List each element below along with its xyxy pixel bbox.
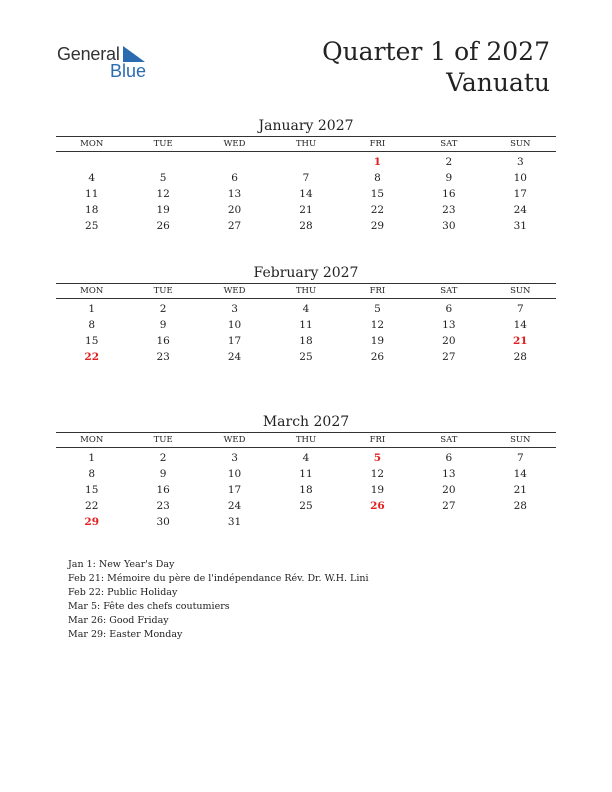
month-february — [56, 264, 556, 365]
day-cell: 24 — [227, 351, 242, 363]
weekday-label: TUE — [153, 139, 173, 149]
month-title: January 2027 — [258, 118, 354, 134]
day-cell: 16 — [156, 484, 170, 496]
day-cell: 1 — [88, 452, 96, 464]
weekday-label: MON — [80, 139, 104, 149]
weekday-label: TUE — [153, 286, 173, 296]
day-cell: 25 — [299, 500, 313, 512]
week-row — [56, 482, 556, 498]
day-cell: 2 — [159, 452, 167, 464]
day-cell: 1 — [88, 303, 96, 315]
weekday-label: WED — [223, 435, 246, 445]
empty-day-cell — [56, 154, 127, 170]
empty-day-cell — [270, 154, 341, 170]
week-row — [56, 218, 556, 234]
weekday-label: FRI — [369, 139, 386, 149]
day-cell: 20 — [442, 484, 456, 496]
empty-day-cell — [485, 514, 556, 530]
day-cell: 5 — [159, 172, 167, 184]
logo-text-general: General — [57, 44, 120, 64]
day-cell: 29 — [84, 516, 100, 528]
week-row — [56, 514, 556, 530]
empty-day-cell — [342, 514, 413, 530]
day-cell: 16 — [156, 335, 170, 347]
day-cell: 26 — [370, 351, 385, 363]
week-rows — [56, 299, 556, 365]
day-cell: 22 — [85, 500, 99, 512]
day-cell: 24 — [227, 500, 242, 512]
holiday-note: Feb 22: Public Holiday — [68, 587, 178, 598]
weekday-label: TUE — [153, 435, 173, 445]
weekday-label: FRI — [369, 435, 386, 445]
day-cell: 31 — [513, 220, 527, 232]
day-cell: 16 — [442, 188, 456, 200]
weekday-label: SAT — [440, 435, 458, 445]
day-cell: 19 — [370, 335, 385, 347]
day-cell: 17 — [227, 335, 242, 347]
day-cell: 22 — [84, 351, 100, 363]
day-cell: 2 — [159, 303, 167, 315]
day-cell: 21 — [513, 484, 527, 496]
day-cell: 24 — [513, 204, 527, 216]
day-cell: 11 — [85, 188, 99, 200]
weekday-label: WED — [223, 139, 246, 149]
empty-day-cell — [413, 514, 484, 530]
holiday-note: Mar 26: Good Friday — [68, 615, 169, 626]
day-cell: 28 — [513, 351, 527, 363]
week-rows — [56, 448, 556, 530]
weekday-label: SUN — [510, 286, 531, 296]
weekday-label: MON — [80, 286, 104, 296]
weekday-label: SUN — [510, 139, 531, 149]
weekday-header — [56, 283, 556, 299]
day-cell: 4 — [88, 172, 96, 184]
day-cell: 4 — [302, 303, 310, 315]
day-cell: 5 — [373, 452, 382, 464]
day-cell: 18 — [299, 484, 313, 496]
day-cell: 26 — [156, 220, 170, 232]
holiday-note: Jan 1: New Year's Day — [68, 559, 175, 570]
day-cell: 23 — [156, 500, 170, 512]
day-cell: 3 — [231, 452, 238, 464]
day-cell: 27 — [227, 220, 242, 232]
day-cell: 8 — [88, 319, 96, 331]
day-cell: 12 — [370, 319, 385, 331]
day-cell: 7 — [516, 452, 524, 464]
week-row — [56, 154, 556, 170]
day-cell: 27 — [442, 500, 456, 512]
day-cell: 25 — [299, 351, 313, 363]
day-cell: 21 — [299, 204, 313, 216]
day-cell: 4 — [302, 452, 310, 464]
week-row — [56, 170, 556, 186]
day-cell: 3 — [231, 303, 238, 315]
quarter-title: Quarter 1 of 2027 — [322, 37, 550, 66]
day-cell: 20 — [442, 335, 456, 347]
day-cell: 10 — [227, 468, 242, 480]
day-cell: 27 — [442, 351, 456, 363]
week-rows — [56, 152, 556, 234]
day-cell: 5 — [374, 303, 381, 315]
month-title: March 2027 — [262, 414, 350, 430]
empty-day-cell — [127, 154, 198, 170]
holiday-note: Feb 21: Mémoire du père de l'indépendance Rév. Dr. W.H. Lini — [68, 573, 369, 584]
day-cell: 9 — [159, 319, 167, 331]
day-cell: 18 — [299, 335, 313, 347]
day-cell: 30 — [442, 220, 456, 232]
week-row — [56, 202, 556, 218]
day-cell: 8 — [88, 468, 96, 480]
day-cell: 20 — [227, 204, 242, 216]
day-cell: 3 — [516, 156, 524, 168]
page-title — [322, 36, 550, 98]
day-cell: 15 — [85, 335, 99, 347]
day-cell: 23 — [156, 351, 170, 363]
month-title: February 2027 — [253, 265, 359, 281]
weekday-header — [56, 136, 556, 152]
day-cell: 12 — [156, 188, 170, 200]
week-row — [56, 317, 556, 333]
brand-logo — [57, 44, 157, 84]
empty-day-cell — [270, 514, 341, 530]
day-cell: 6 — [231, 172, 238, 184]
day-cell: 23 — [442, 204, 456, 216]
day-cell: 21 — [512, 335, 528, 347]
day-cell: 11 — [299, 468, 313, 480]
day-cell: 13 — [227, 188, 242, 200]
weekday-header — [56, 432, 556, 448]
weekday-label: MON — [80, 435, 104, 445]
country-title: Vanuatu — [446, 68, 550, 97]
weekday-label: SAT — [440, 139, 458, 149]
day-cell: 19 — [370, 484, 385, 496]
holiday-notes — [68, 558, 369, 642]
day-cell: 13 — [442, 319, 456, 331]
day-cell: 17 — [227, 484, 242, 496]
weekday-label: THU — [295, 286, 317, 296]
day-cell: 15 — [370, 188, 385, 200]
month-january — [56, 117, 556, 234]
weekday-label: THU — [295, 435, 317, 445]
day-cell: 22 — [370, 204, 385, 216]
weekday-label: FRI — [369, 286, 386, 296]
week-row — [56, 186, 556, 202]
week-row — [56, 498, 556, 514]
day-cell: 10 — [513, 172, 527, 184]
day-cell: 28 — [299, 220, 313, 232]
week-row — [56, 301, 556, 317]
day-cell: 6 — [445, 452, 453, 464]
day-cell: 29 — [370, 220, 385, 232]
day-cell: 12 — [370, 468, 385, 480]
day-cell: 7 — [302, 172, 310, 184]
day-cell: 13 — [442, 468, 456, 480]
holiday-note: Mar 29: Easter Monday — [68, 629, 183, 640]
day-cell: 25 — [85, 220, 99, 232]
day-cell: 2 — [445, 156, 453, 168]
day-cell: 9 — [445, 172, 453, 184]
weekday-label: WED — [223, 286, 246, 296]
day-cell: 30 — [156, 516, 170, 528]
day-cell: 31 — [227, 516, 242, 528]
weekday-label: THU — [295, 139, 317, 149]
logo-triangle-icon — [123, 46, 145, 62]
day-cell: 17 — [513, 188, 527, 200]
day-cell: 14 — [299, 188, 313, 200]
day-cell: 18 — [85, 204, 99, 216]
weekday-label: SUN — [510, 435, 531, 445]
logo-text-blue: Blue — [110, 61, 147, 81]
day-cell: 11 — [299, 319, 313, 331]
day-cell: 7 — [516, 303, 524, 315]
week-row — [56, 450, 556, 466]
holiday-note: Mar 5: Fête des chefs coutumiers — [68, 601, 230, 612]
day-cell: 9 — [159, 468, 167, 480]
week-row — [56, 466, 556, 482]
week-row — [56, 333, 556, 349]
day-cell: 26 — [370, 500, 385, 512]
empty-day-cell — [199, 154, 270, 170]
day-cell: 14 — [513, 319, 527, 331]
month-march — [56, 413, 556, 530]
day-cell: 8 — [374, 172, 381, 184]
day-cell: 10 — [227, 319, 242, 331]
day-cell: 28 — [513, 500, 527, 512]
day-cell: 1 — [373, 156, 382, 168]
day-cell: 6 — [445, 303, 453, 315]
weekday-label: SAT — [440, 286, 458, 296]
day-cell: 14 — [513, 468, 527, 480]
day-cell: 19 — [156, 204, 170, 216]
day-cell: 15 — [85, 484, 99, 496]
week-row — [56, 349, 556, 365]
